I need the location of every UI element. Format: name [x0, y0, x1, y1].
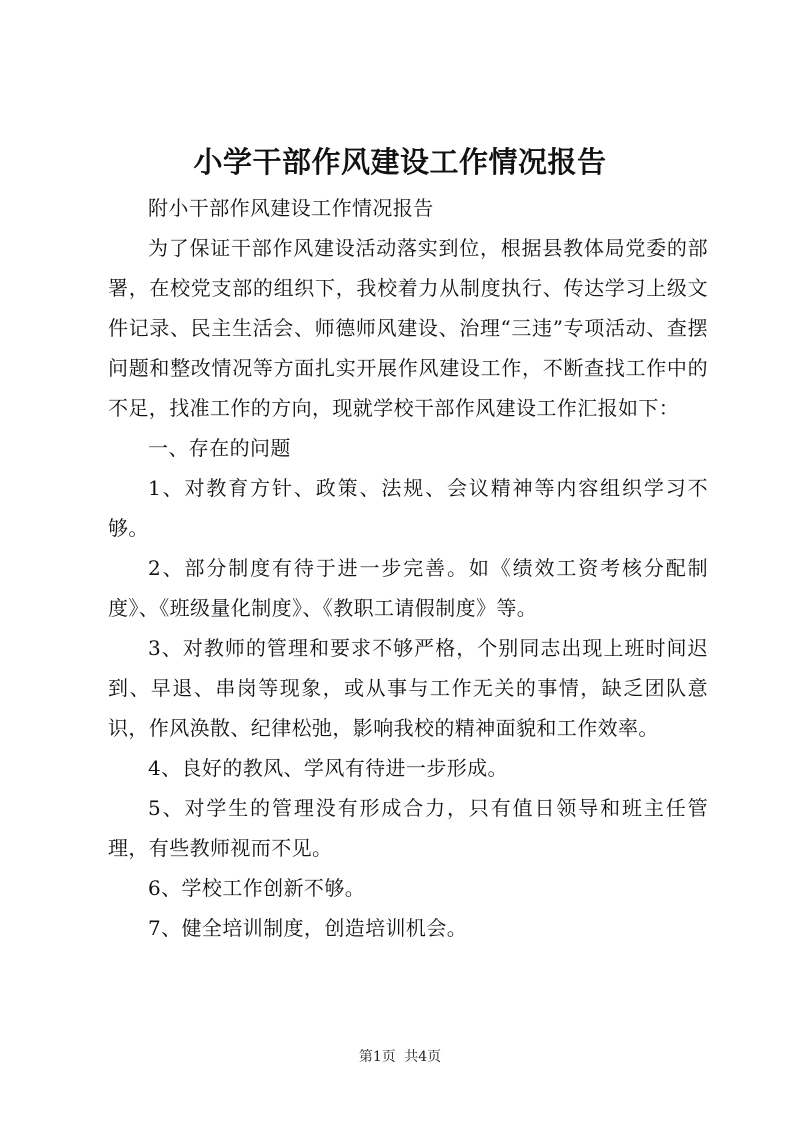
- list-item: 1、对教育方针、政策、法规、会议精神等内容组织学习不够。: [108, 476, 708, 540]
- list-item: 5、对学生的管理没有形成合力，只有值日领导和班主任管理，有些教师视而不见。: [108, 796, 708, 860]
- document-title: 小学干部作风建设工作情况报告: [193, 145, 607, 179]
- list-item: 2、部分制度有待于进一步完善。如《绩效工资考核分配制度》、《班级量化制度》、《教职工请假制度》等。: [108, 556, 708, 620]
- document-body: [108, 188, 708, 948]
- page-footer: [0, 1047, 800, 1067]
- section-heading-problems: 一、存在的问题: [148, 436, 291, 460]
- list-item: 6、学校工作创新不够。: [148, 876, 366, 900]
- page-total: 共4页: [404, 1049, 442, 1065]
- list-item: 7、健全培训制度，创造培训机会。: [148, 916, 468, 940]
- paragraph-intro: 为了保证干部作风建设活动落实到位，根据县教体局党委的部署，在校党支部的组织下，我校着力从制度执行、传达学习上级文件记录、民主生活会、师德师风建设、治理“三违”专项活动、查摆问题和整改情况等方面扎实开展作风建设工作，不断查找工作中的不足，找准工作的方向，现就学校干部作风建设工作汇报如下：: [108, 236, 708, 420]
- list-item: 3、对教师的管理和要求不够严格，个别同志出现上班时间迟到、早退、串岗等现象，或从事与工作无关的事情，缺乏团队意识，作风涣散、纪律松弛，影响我校的精神面貌和工作效率。: [108, 636, 708, 740]
- page-number: 第1页: [358, 1049, 396, 1065]
- paragraph-subtitle: 附小干部作风建设工作情况报告: [148, 196, 434, 220]
- list-item: 4、良好的教风、学风有待进一步形成。: [148, 756, 508, 780]
